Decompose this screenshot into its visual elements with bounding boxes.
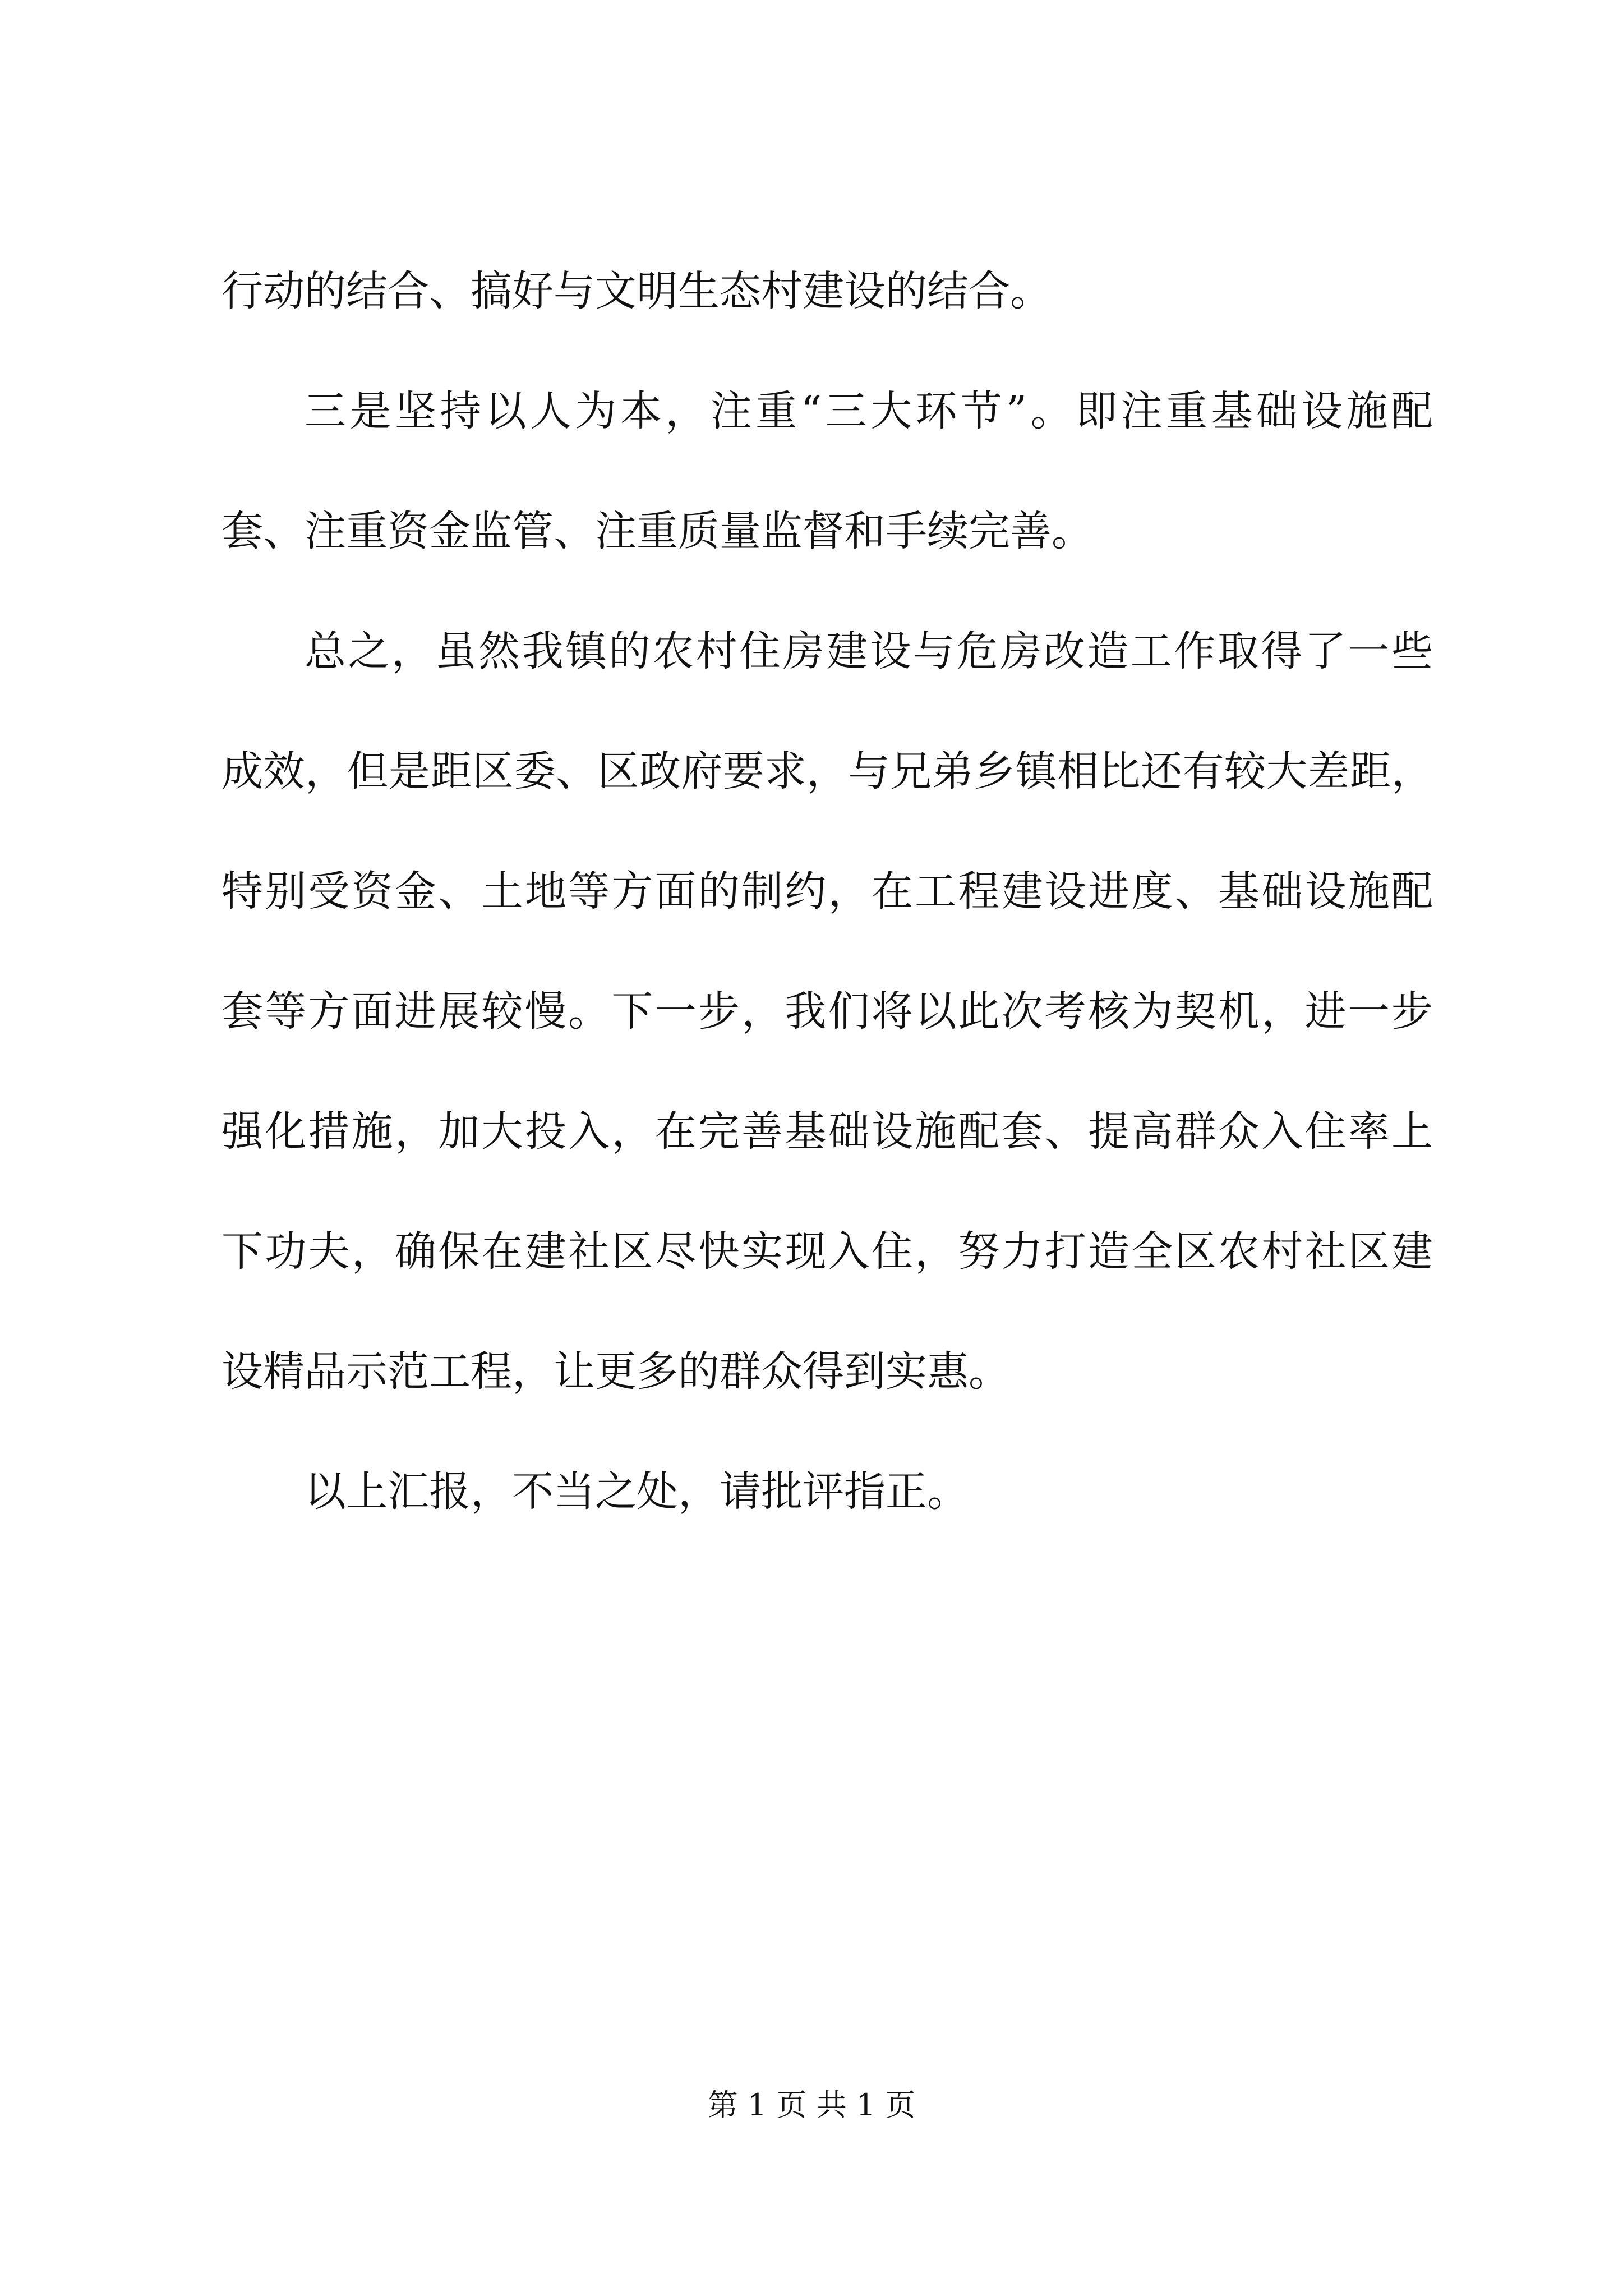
paragraph-line: 行动的结合、搞好与文明生态村建设的结合。 — [222, 267, 1052, 315]
paragraph-line: 成效，但是距区委、区政府要求，与兄弟乡镇相比还有较大差距， — [222, 747, 1433, 795]
paragraph-line: 套等方面进展较慢。下一步，我们将以此次考核为契机，进一步 — [222, 987, 1433, 1036]
paragraph-line: 强化措施，加大投入，在完善基础设施配套、提高群众入住率上 — [222, 1107, 1433, 1156]
paragraph-line: 以上汇报，不当之处，请批评指正。 — [305, 1467, 969, 1516]
paragraph-line: 套、注重资金监管、注重质量监督和手续完善。 — [222, 507, 1093, 555]
paragraph-line: 总之，虽然我镇的农村住房建设与危房改造工作取得了一些 — [305, 627, 1433, 675]
document-body — [222, 263, 1433, 1583]
paragraph-line: 三是坚持以人为本，注重“三大环节”。即注重基础设施配 — [305, 387, 1433, 435]
page-number-footer: 第 1 页 共 1 页 — [707, 2087, 916, 2123]
paragraph-line: 下功夫，确保在建社区尽快实现入住，努力打造全区农村社区建 — [222, 1227, 1433, 1276]
paragraph-line: 特别受资金、土地等方面的制约，在工程建设进度、基础设施配 — [222, 867, 1433, 915]
paragraph-line: 设精品示范工程，让更多的群众得到实惠。 — [222, 1347, 1010, 1396]
